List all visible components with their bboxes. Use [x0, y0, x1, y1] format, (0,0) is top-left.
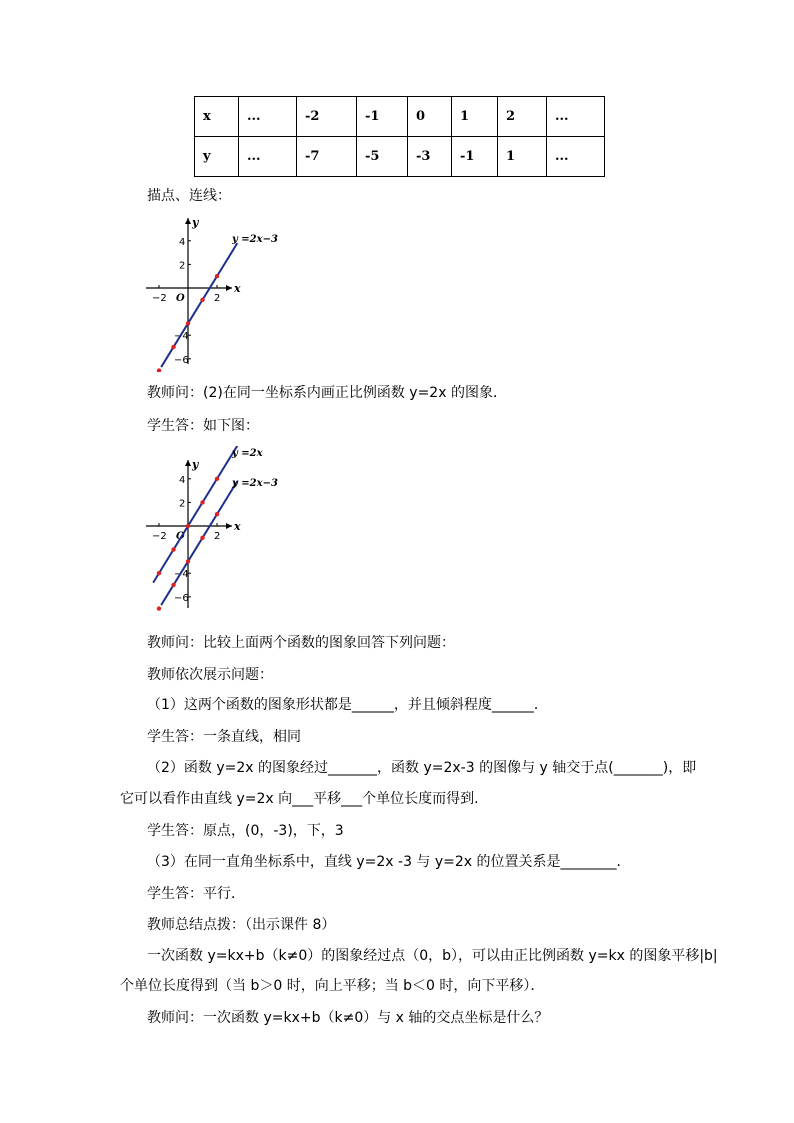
table-cell: 2 — [498, 97, 547, 137]
data-point — [200, 298, 204, 302]
table-cell: ... — [239, 137, 297, 177]
xy-value-table — [194, 96, 605, 177]
x-tick-label: 2 — [214, 293, 221, 304]
table-cell: ... — [239, 97, 297, 137]
series-label: y =2x — [232, 448, 263, 459]
table-cell: 1 — [452, 97, 498, 137]
y-tick-label: −6 — [174, 354, 189, 366]
data-point — [157, 368, 161, 372]
x-axis-arrow-icon — [226, 523, 232, 529]
text-plot-connect: 描点、连线： — [147, 188, 231, 204]
y-tick-label: 4 — [179, 236, 186, 248]
y-tick-label: −6 — [174, 592, 189, 604]
text-final-question: 教师问：一次函数 y=kx+b（k≠0）与 x 轴的交点坐标是什么？ — [147, 1010, 549, 1026]
table-cell: -5 — [357, 137, 408, 177]
x-tick-label: −2 — [152, 293, 167, 304]
table-row-x — [195, 97, 605, 137]
text-question-2-line2: 它可以看作由直线 y=2x 向___平移___个单位长度而得到. — [120, 791, 479, 807]
tick-group — [152, 475, 220, 604]
y-axis-label: y — [192, 216, 199, 229]
y-tick-label: 2 — [179, 498, 186, 510]
text-question-3: （3）在同一直角坐标系中，直线 y=2x -3 与 y=2x 的位置关系是________． — [147, 854, 631, 870]
series-label: y =2x−3 — [232, 234, 278, 245]
data-point — [186, 559, 190, 563]
y-tick-label: −4 — [174, 569, 189, 581]
data-point — [157, 606, 161, 610]
table-header-cell: y — [195, 137, 239, 177]
graph-y-2x-minus-3 — [140, 212, 300, 372]
data-point — [171, 583, 175, 587]
table-cell: -7 — [297, 137, 357, 177]
table-cell: 0 — [408, 97, 452, 137]
table-cell: -1 — [452, 137, 498, 177]
text-question-1: （1）这两个函数的图象形状都是______，并且倾斜程度______． — [147, 697, 548, 713]
x-axis-label: x — [234, 520, 241, 533]
table-cell: ... — [547, 137, 605, 177]
text-teacher-question-2: 教师问：(2)在同一坐标系内画正比例函数 y=2x 的图象． — [147, 385, 507, 401]
y-tick-label: 4 — [179, 474, 186, 486]
tick-group — [152, 237, 220, 366]
data-point — [171, 345, 175, 349]
x-axis-label: x — [234, 282, 241, 295]
y-axis-arrow-icon — [185, 218, 191, 224]
data-point — [171, 547, 175, 551]
text-student-answer-1: 学生答：如下图： — [147, 418, 259, 434]
x-tick-label: 2 — [214, 531, 221, 542]
table-cell: ... — [547, 97, 605, 137]
text-answer-1: 学生答：一条直线，相同 — [147, 729, 301, 745]
text-rule-line1: 一次函数 y=kx+b（k≠0）的图象经过点（0，b），可以由正比例函数 y=kx 的图象平移|b| — [147, 948, 718, 964]
table-header-cell: x — [195, 97, 239, 137]
y-tick-label: −4 — [174, 331, 189, 343]
data-point — [186, 321, 190, 325]
table-row-y — [195, 137, 605, 177]
text-teacher-show: 教师依次展示问题： — [147, 667, 273, 683]
data-point — [215, 512, 219, 516]
x-tick-label: −2 — [152, 531, 167, 542]
data-point — [157, 571, 161, 575]
y-tick-label: 2 — [179, 260, 186, 272]
table-cell: 1 — [498, 137, 547, 177]
text-summary: 教师总结点拨：（出示课件 8） — [147, 917, 336, 933]
y-axis-arrow-icon — [185, 460, 191, 466]
y-axis-label: y — [192, 458, 199, 471]
table-cell: -2 — [297, 97, 357, 137]
origin-label: O — [176, 531, 185, 542]
origin-label: O — [176, 293, 185, 304]
text-answer-2: 学生答：原点，(0，-3)，下，3 — [147, 823, 344, 839]
text-question-2-line1: （2）函数 y=2x 的图象经过_______，函数 y=2x-3 的图像与 y 轴交于点(_______)，即 — [147, 760, 697, 776]
data-point — [200, 536, 204, 540]
graph-two-parallel-lines — [140, 446, 300, 612]
data-point — [215, 274, 219, 278]
data-point — [186, 524, 190, 528]
data-point — [200, 500, 204, 504]
series-label: y =2x−3 — [232, 478, 278, 489]
table-cell: -1 — [357, 97, 408, 137]
text-rule-line2: 个单位长度得到（当 b＞0 时，向上平移；当 b＜0 时，向下平移）． — [120, 978, 545, 994]
table-cell: -3 — [408, 137, 452, 177]
text-teacher-compare: 教师问：比较上面两个函数的图象回答下列问题： — [147, 635, 455, 651]
x-axis-arrow-icon — [226, 285, 232, 291]
data-point — [215, 477, 219, 481]
text-answer-3: 学生答：平行． — [147, 886, 245, 902]
